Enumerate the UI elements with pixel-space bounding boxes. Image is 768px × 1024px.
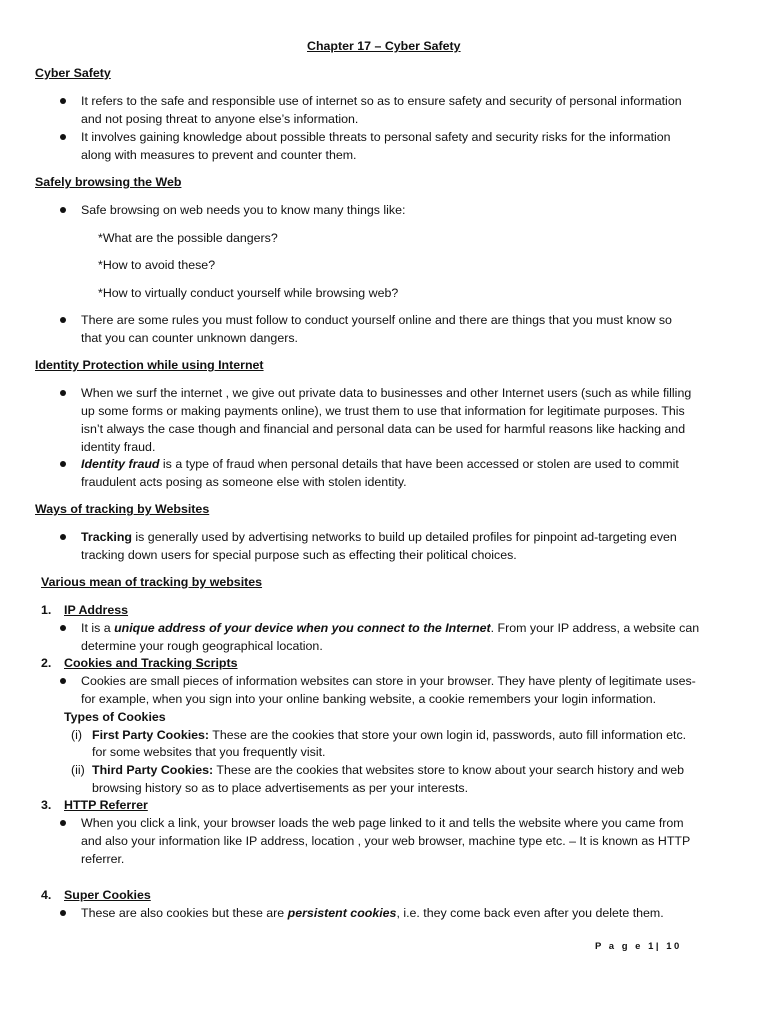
term-identity-fraud: Identity fraud xyxy=(81,457,160,471)
bullet-dot xyxy=(60,134,66,140)
bullet-dot xyxy=(60,534,66,540)
page-number: 1 xyxy=(648,941,656,952)
section-heading-ways-of-tracking: Ways of tracking by Websites xyxy=(35,502,210,516)
page-total: 10 xyxy=(666,941,682,952)
bullet-dot xyxy=(60,317,66,323)
paragraph-line: When you click a link, your browser loads the web page linked to it and tells the website where you came from xyxy=(81,816,684,830)
text-run: These are the cookies that store your own login id, passwords, auto fill information etc. xyxy=(209,728,687,742)
subheading-types-of-cookies: Types of Cookies xyxy=(64,710,166,724)
paragraph-line: Cookies are small pieces of information websites can store in your browser. They have plenty of legitimate uses- xyxy=(81,674,696,688)
paragraph-line: for example, when you sign into your online banking website, a cookie remembers your login information. xyxy=(81,692,657,706)
item-title-http-referrer: HTTP Referrer xyxy=(64,798,148,812)
paragraph-line: referrer. xyxy=(81,852,125,866)
paragraph-line xyxy=(81,904,664,922)
bullet-dot xyxy=(60,207,66,213)
bullet-dot xyxy=(60,820,66,826)
roman-numeral: (ii) xyxy=(71,763,85,777)
text-run: These are the cookies that websites store to know about your search history and web xyxy=(213,763,685,777)
paragraph-line: There are some rules you must follow to conduct yourself online and there are things that you must know so xyxy=(81,313,672,327)
bullet-dot xyxy=(60,625,66,631)
paragraph-line: that you can counter unknown dangers. xyxy=(81,331,298,345)
paragraph-line: along with measures to prevent and counter them. xyxy=(81,148,357,162)
list-number: 3. xyxy=(41,798,52,812)
section-heading-various-means: Various mean of tracking by websites xyxy=(41,575,263,589)
paragraph-line: for some websites that you frequently visit. xyxy=(92,745,326,759)
text-run: It is a xyxy=(81,621,115,635)
item-title-super-cookies: Super Cookies xyxy=(64,888,151,902)
question-line: *How to virtually conduct yourself while browsing web? xyxy=(98,286,399,300)
list-number: 1. xyxy=(41,603,52,617)
text-run: . From your IP address, a website can xyxy=(490,621,700,635)
item-title-ip-address: IP Address xyxy=(64,603,129,617)
paragraph-line: tracking down users for special purpose such as effecting their political choices. xyxy=(81,548,517,562)
paragraph-line xyxy=(81,619,699,637)
emphasis-text: persistent cookies xyxy=(287,906,397,920)
page-footer xyxy=(595,938,682,956)
page-title: Chapter 17 – Cyber Safety xyxy=(307,39,461,53)
item-title-cookies: Cookies and Tracking Scripts xyxy=(64,656,238,670)
list-number: 4. xyxy=(41,888,52,902)
emphasis-text: unique address of your device when you connect to the Internet xyxy=(114,621,491,635)
term-tracking: Tracking xyxy=(81,530,132,544)
paragraph-line: determine your rough geographical location. xyxy=(81,639,323,653)
paragraph-line: up some forms or making payments online), we trust them to use that information for legitimate purposes. This xyxy=(81,404,685,418)
term-first-party-cookies: First Party Cookies: xyxy=(92,728,210,742)
paragraph-line: and not posing threat to anyone else’s information. xyxy=(81,112,359,126)
paragraph-line: identity fraud. xyxy=(81,440,156,454)
page-label: P a g e xyxy=(595,941,643,952)
paragraph-line: Safe browsing on web needs you to know many things like: xyxy=(81,203,406,217)
bullet-dot xyxy=(60,461,66,467)
paragraph-line xyxy=(81,455,679,473)
paragraph-line xyxy=(92,726,686,744)
question-line: *What are the possible dangers? xyxy=(98,231,278,245)
paragraph-line: When we surf the internet , we give out private data to businesses and other Internet users (such as while filling xyxy=(81,386,692,400)
paragraph-line: It refers to the safe and responsible use of internet so as to ensure safety and security of personal information xyxy=(81,94,682,108)
paragraph-line: browsing history so as to place advertisements as per your interests. xyxy=(92,781,469,795)
paragraph-line: and also your information like IP address, location , your web browser, machine type etc. – It is known as HTTP xyxy=(81,834,691,848)
paragraph-line: fraudulent acts posing as someone else with stolen identity. xyxy=(81,475,407,489)
paragraph-line xyxy=(81,528,677,546)
paragraph-line: It involves gaining knowledge about possible threats to personal safety and security risks for the information xyxy=(81,130,671,144)
list-number: 2. xyxy=(41,656,52,670)
text-run: is generally used by advertising networks to build up detailed profiles for pinpoint ad-targeting even xyxy=(131,530,677,544)
bullet-dot xyxy=(60,390,66,396)
section-heading-safely-browsing: Safely browsing the Web xyxy=(35,175,182,189)
section-heading-identity-protection: Identity Protection while using Internet xyxy=(35,358,264,372)
term-third-party-cookies: Third Party Cookies: xyxy=(92,763,214,777)
paragraph-line xyxy=(92,761,684,779)
paragraph-line: isn’t always the case though and financial and personal data can be used for harmful reasons like hacking and xyxy=(81,422,686,436)
bullet-dot xyxy=(60,910,66,916)
bullet-dot xyxy=(60,678,66,684)
text-run: , i.e. they come back even after you delete them. xyxy=(396,906,664,920)
text-run: These are also cookies but these are xyxy=(81,906,288,920)
text-run: is a type of fraud when personal details that have been accessed or stolen are used to commit xyxy=(159,457,679,471)
section-heading-cyber-safety: Cyber Safety xyxy=(35,66,111,80)
roman-numeral: (i) xyxy=(71,728,83,742)
question-line: *How to avoid these? xyxy=(98,258,216,272)
page-separator: | xyxy=(655,941,662,952)
bullet-dot xyxy=(60,98,66,104)
